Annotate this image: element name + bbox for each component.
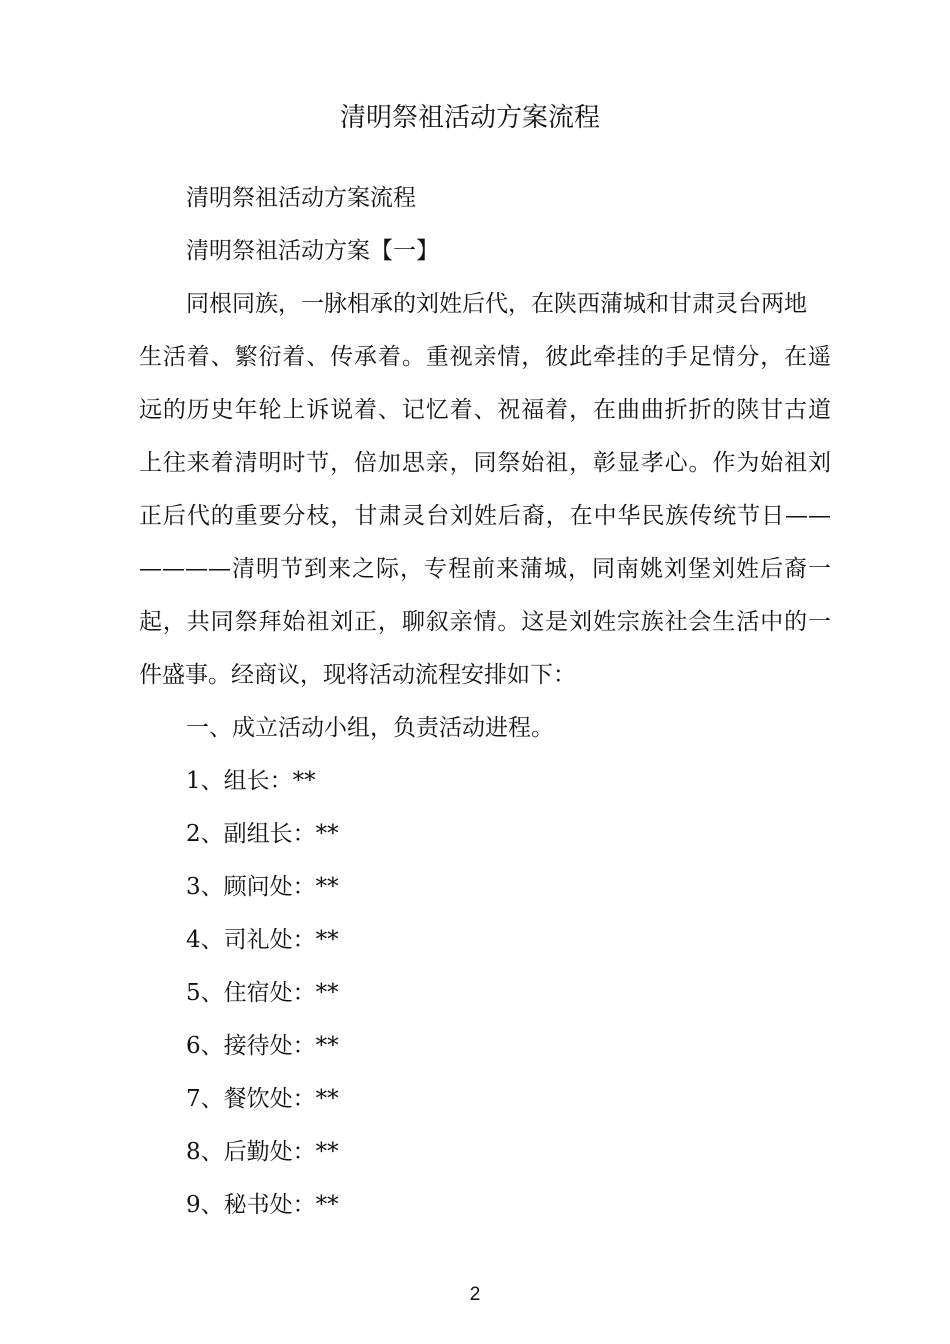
role-item: 5、住宿处：**: [186, 980, 339, 1006]
paragraph-line: 上往来着清明时节，倍加思亲，同祭始祖，彰显孝心。作为始祖刘: [139, 450, 831, 476]
paragraph-line: 正后代的重要分枝，甘肃灵台刘姓后裔，在中华民族传统节日——: [139, 503, 831, 529]
paragraph-line: ————清明节到来之际，专程前来蒲城，同南姚刘堡刘姓后裔一: [139, 556, 831, 582]
section-heading: 清明祭祖活动方案【一】: [186, 238, 439, 264]
role-item: 3、顾问处：**: [186, 874, 339, 900]
document-title: 清明祭祖活动方案流程: [339, 103, 600, 133]
section-one-heading: 一、成立活动小组，负责活动进程。: [186, 715, 554, 741]
role-item: 6、接待处：**: [186, 1033, 339, 1059]
role-item: 9、秘书处：**: [186, 1192, 339, 1218]
paragraph-line: 生活着、繁衍着、传承着。重视亲情，彼此牵挂的手足情分，在遥: [139, 344, 831, 370]
page-number: 2: [469, 1284, 481, 1305]
role-item: 1、组长：**: [186, 768, 316, 794]
paragraph-line: 同根同族，一脉相承的刘姓后代，在陕西蒲城和甘肃灵台两地: [186, 291, 807, 317]
paragraph-line: 起，共同祭拜始祖刘正，聊叙亲情。这是刘姓宗族社会生活中的一: [139, 609, 831, 635]
role-item: 8、后勤处：**: [186, 1139, 339, 1165]
subtitle-line: 清明祭祖活动方案流程: [186, 185, 416, 211]
role-item: 7、餐饮处：**: [186, 1086, 339, 1112]
role-item: 4、司礼处：**: [186, 927, 339, 953]
paragraph-line: 远的历史年轮上诉说着、记忆着、祝福着，在曲曲折折的陕甘古道: [139, 397, 831, 423]
paragraph-line: 件盛事。经商议，现将活动流程安排如下：: [139, 662, 576, 688]
role-item: 2、副组长：**: [186, 821, 339, 847]
